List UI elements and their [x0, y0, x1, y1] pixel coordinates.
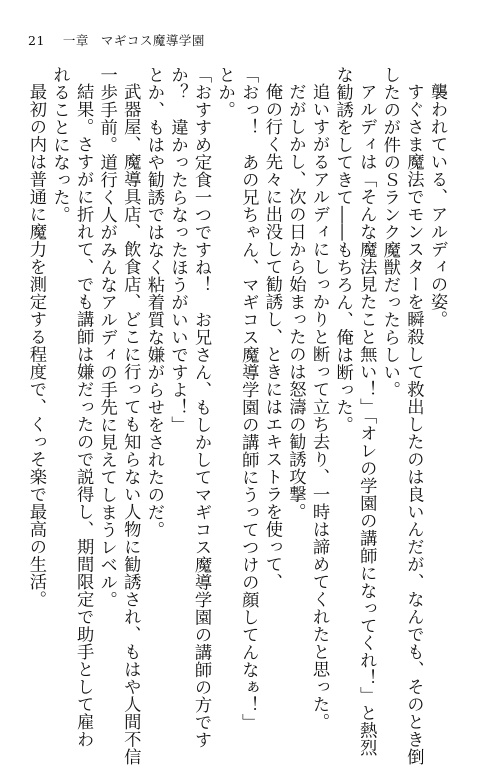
text-line: 「おすすめ定食一つですね！ お兄さん、もしかしてマギコス魔導学園の講師の方です	[191, 66, 212, 749]
text-line: 「おっ！ あの兄ちゃん、マギコス魔導学園の講師にうってつけの顔してんなぁ！」	[238, 66, 259, 731]
text-line: 結果。さすがに折れて、でも講師は嫌だったので説得し、期間限定で助手として雇わ	[73, 83, 94, 748]
text-line: か？ 違かったらなったほうがいいですよ！」	[167, 66, 188, 434]
text-line: 襲われている、アルディの姿。	[427, 83, 447, 329]
page-number: 21	[28, 33, 45, 48]
text-line: とか。	[214, 66, 235, 119]
text-line: れることになった。	[49, 66, 70, 224]
text-line: 俺の行く先々に出没して勧誘し、ときにはエキストラを使って、	[261, 83, 282, 591]
running-header	[28, 31, 205, 49]
text-line: 武器屋、魔導具店、飲食店、どこに行っても知らない人物に勧誘され、もはや人間不信	[120, 83, 141, 765]
text-line: 追いすがるアルディにしっかりと断って立ち去り、一時は諦めてくれたと思った。	[309, 83, 330, 731]
vertical-text-body	[23, 66, 448, 765]
book-title: マギコス魔導学園	[100, 33, 205, 48]
text-line: すぐさま魔法でモンスターを瞬殺して救出したのは良いんだが、なんでも、そのとき倒	[403, 83, 424, 765]
text-line: 一歩手前。道行く人がみんなアルディの手先に見えてしまうレベル。	[96, 66, 117, 609]
text-line: アルディは「そんな魔法見たこと無い！」「オレの学園の講師になってくれ！」と熱烈	[356, 83, 377, 757]
text-line: だがしかし、次の日から始まったのは怒濤の勧誘攻撃。	[285, 83, 306, 521]
text-line: したのが件のＳランク魔獣だったらしい。	[379, 66, 400, 399]
chapter-label: 一章	[62, 33, 89, 48]
text-line: 最初の内は普通に魔力を測定する程度で、くっそ楽で最高の生活。	[25, 83, 46, 608]
text-line: とか、もはや勧誘ではなく粘着質な嫌がらせをされたのだ。	[143, 66, 164, 539]
text-line: な勧誘をしてきて――もちろん、俺は断った。	[332, 66, 353, 434]
